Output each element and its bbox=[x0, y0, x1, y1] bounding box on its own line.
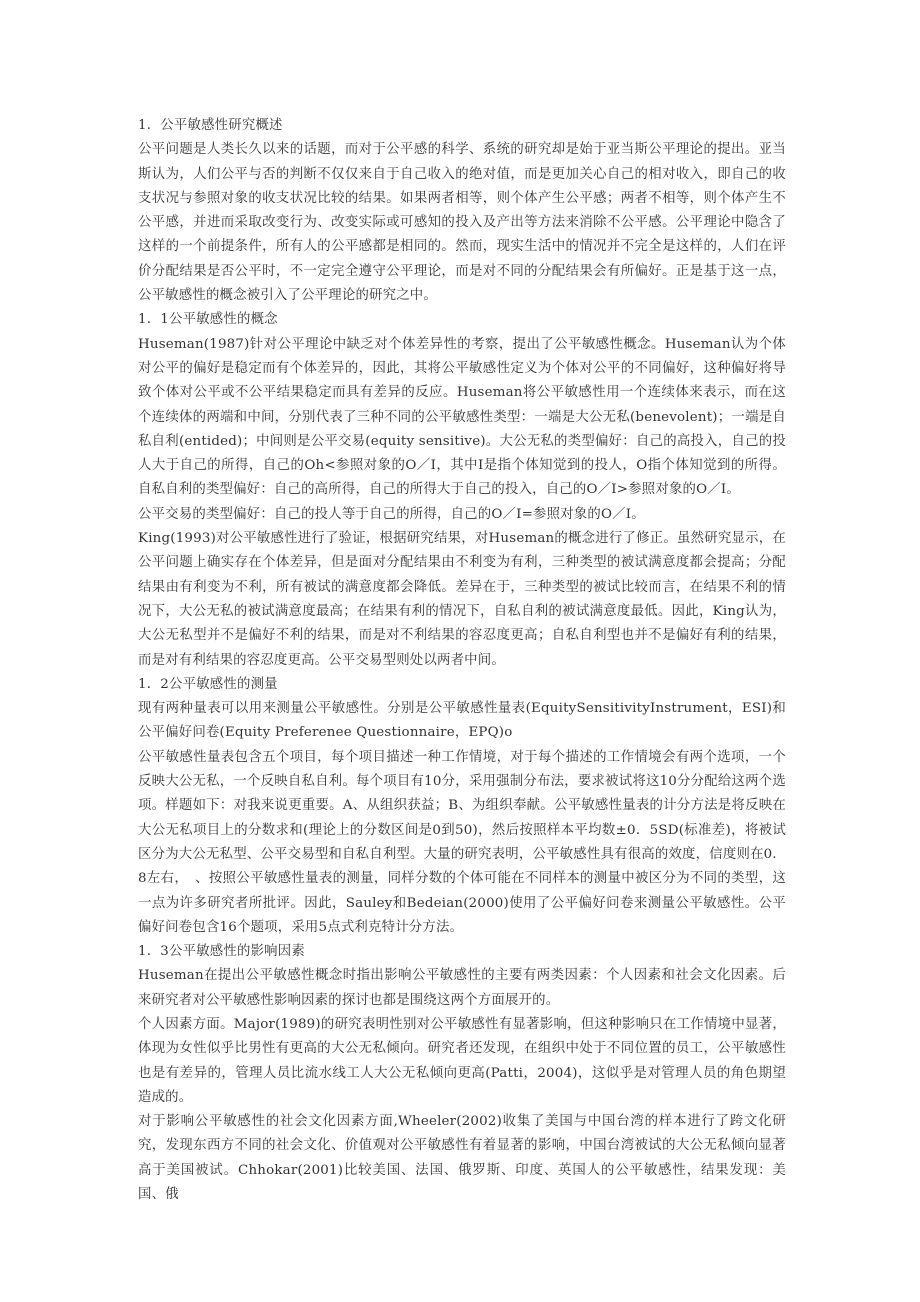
paragraph-scales: 现有两种量表可以用来测量公平敏感性。分别是公平敏感性量表(EquitySensitivityInstrument，ESI)和公平偏好问卷(Equity Preferenee Questionnaire，EPQ)o bbox=[138, 701, 786, 741]
section-heading-1-1: 1．1公平敏感性的概念 bbox=[138, 312, 278, 328]
section-heading-1: 1．公平敏感性研究概述 bbox=[138, 118, 283, 133]
paragraph-esi: 公平敏感性量表包含五个项目，每个项目描述一种工作情境，对于每个描述的工作情境会有两个选项，一个反映大公无私，一个反映自私自利。每个项目有10分，采用强制分布法，要求被试将这10分分配给这两个选项。样题如下：对我来说更重要。A、从组织获益；B、为组织奉献。公平敏感性量表的计分方法是将反映在大公无私项目上的分数求和(理论上的分数区间是0到50)，然后按照样本平均数±0．5SD(标准差)，将被试区分为大公无私型、公平交易型和自私自利型。大量的研究表明，公平敏感性具有很高的效度，信度则在0．8左右， 、按照公平敏感性量表的测量，同样分数的个体可能在不同样本的测量中被区分为不同的类型，这一点为许多研究者所批评。因此，Sauley和Bedeian(2000)使用了公平偏好问卷来测量公平敏感性。公平偏好问卷包含16个题项，采用5点式利克特计分方法。 bbox=[138, 749, 786, 935]
paragraph-king: King(1993)对公平敏感性进行了验证，根据研究结果，对Huseman的概念进行了修正。虽然研究显示，在公平问题上确实存在个体差异，但是面对分配结果由不利变为有利，三种类型的被试满意度都会提高；分配结果由有利变为不利，所有被试的满意度都会降低。差异在于，三种类型的被试比较而言，在结果不利的情况下，大公无私的被试满意度最高；在结果有利的情况下，自私自利的被试满意度最低。因此，King认为，大公无私型并不是偏好不利的结果，而是对不利结果的容忍度更高；自私自利型也并不是偏好有利的结果，而是对有利结果的容忍度更高。公平交易型则处以两者中间。 bbox=[138, 531, 786, 668]
paragraph-intro: 公平问题是人类长久以来的话题，而对于公平感的科学、系统的研究却是始于亚当斯公平理论的提出。亚当斯认为，人们公平与否的判断不仅仅来自于自己收入的绝对值，而是更加关心自己的相对收入，即自己的收支状况与参照对象的收支状况比较的结果。如果两者相等，则个体产生公平感；两者不相等，则个体产生不公平感，并进而采取改变行为、改变实际或可感知的投入及产出等方法来消除不公平感。公平理论中隐含了这样的一个前提条件，所有人的公平感都是相同的。然而，现实生活中的情况并不完全是这样的，人们在评价分配结果是否公平时，不一定完全遵守公平理论，而是对不同的分配结果会有所偏好。正是基于这一点，公平敏感性的概念被引入了公平理论的研究之中。 bbox=[138, 142, 786, 304]
document-page bbox=[138, 114, 786, 1207]
paragraph-personal-factors: 个人因素方面。Major(1989)的研究表明性别对公平敏感性有显著影响，但这种影响只在工作情境中显著，体现为女性似乎比男性有更高的大公无私倾向。研究者还发现，在组织中处于不同位置的员工，公平敏感性也是有差异的，管理人员比流水线工人大公无私倾向更高(Patti，2004)，这似乎是对管理人员的角色期望造成的。 bbox=[138, 1016, 786, 1105]
section-heading-1-3: 1．3公平敏感性的影响因素 bbox=[138, 944, 305, 960]
paragraph-cultural-factors: 对于影响公平敏感性的社会文化因素方面,Wheeler(2002)收集了美国与中国台湾的样本进行了跨文化研究，发现东西方不同的社会文化、价值观对公平敏感性有着显著的影响，中国台湾被试的大公无私倾向显著高于美国被试。Chhokar(2001)比较美国、法国、俄罗斯、印度、英国人的公平敏感性，结果发现：美国、俄 bbox=[138, 1114, 786, 1203]
paragraph-concept: Huseman(1987)针对公平理论中缺乏对个体差异性的考察，提出了公平敏感性概念。Huseman认为个体对公平的偏好是稳定而有个体差异的，因此，其将公平敏感性定义为个体对公平的不同偏好，这种偏好将导致个体对公平或不公平结果稳定而具有差异的反应。Huseman将公平敏感性用一个连续体来表示，而在这个连续体的两端和中间，分别代表了三种不同的公平敏感性类型：一端是大公无私(benevolent)；一端是自私自利(entided)；中间则是公平交易(equity sensitive)。大公无私的类型偏好：自己的高投入，自己的投人大于自己的所得，自己的Oh<参照对象的O／I，其中I是指个体知觉到的投人，O指个体知觉到的所得。自私自利的类型偏好：自己的高所得，自己的所得大于自己的投入，自己的O／I>参照对象的O／I。 bbox=[138, 336, 786, 498]
paragraph-factors: Huseman在提出公平敏感性概念时指出影响公平敏感性的主要有两类因素：个人因素和社会文化因素。后来研究者对公平敏感性影响因素的探讨也都是围绕这两个方面展开的。 bbox=[138, 968, 786, 1008]
paragraph-equity-trade: 公平交易的类型偏好：自己的投人等于自己的所得，自己的O／I=参照对象的O／I。 bbox=[138, 506, 645, 522]
section-heading-1-2: 1．2公平敏感性的测量 bbox=[138, 676, 278, 692]
